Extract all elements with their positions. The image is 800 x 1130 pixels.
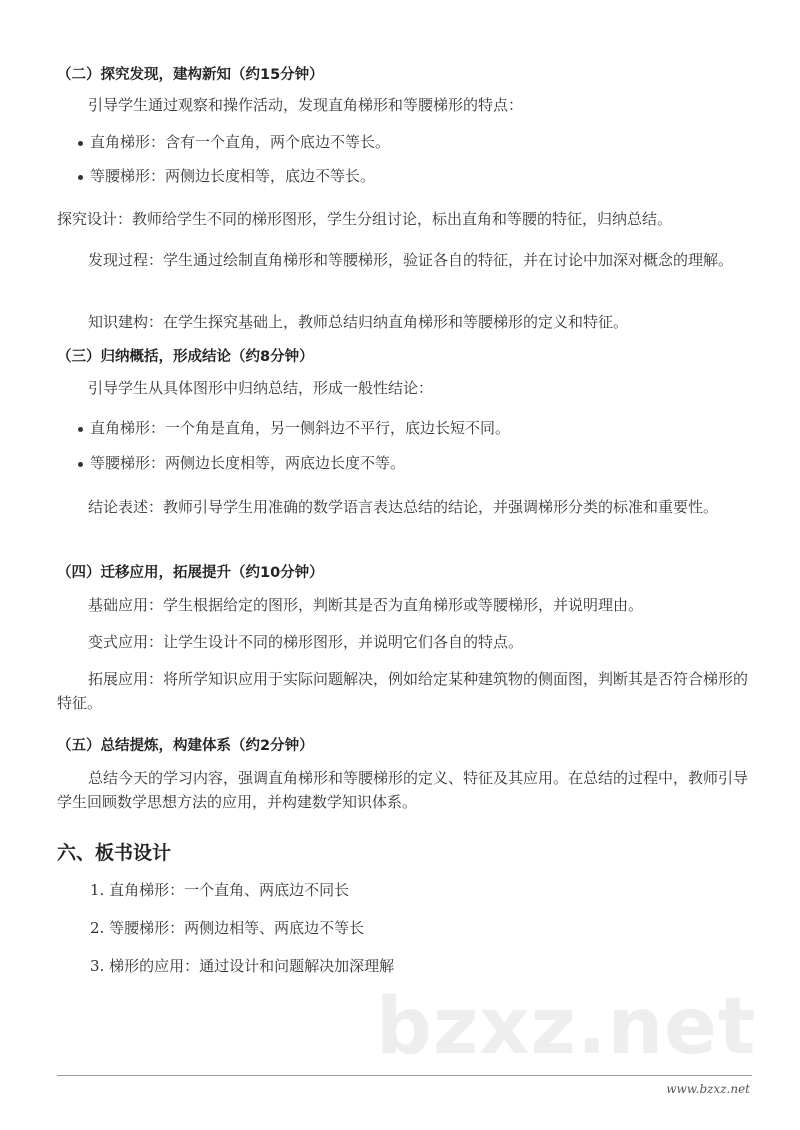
list-item: 3. 梯形的应用：通过设计和问题解决加深理解: [90, 957, 395, 975]
paragraph: 总结今天的学习内容，强调直角梯形和等腰梯形的定义、特征及其应用。在总结的过程中，教师引导学生回顾数学思想方法的应用，并构建数学知识体系。: [57, 769, 749, 811]
section-heading-3: （三）归纳概括，形成结论（约8分钟）: [57, 349, 314, 365]
section-heading-2: （二）探究发现，建构新知（约15分钟）: [57, 67, 324, 83]
paragraph: 发现过程：学生通过绘制直角梯形和等腰梯形，验证各自的特征，并在讨论中加深对概念的理解。: [88, 251, 734, 269]
watermark: bzxz.net: [376, 982, 757, 1072]
paragraph: 引导学生从具体图形中归纳总结，形成一般性结论：: [88, 379, 434, 397]
section-heading-6: 六、板书设计: [57, 842, 172, 864]
paragraph: 引导学生通过观察和操作活动，发现直角梯形和等腰梯形的特点：: [88, 96, 524, 114]
paragraph: 基础应用：学生根据给定的图形，判断其是否为直角梯形或等腰梯形，并说明理由。: [88, 596, 644, 614]
bullet-item: [90, 131, 750, 155]
list-item: 1. 直角梯形：一个直角、两底边不同长: [90, 881, 350, 899]
paragraph: 结论表述：教师引导学生用准确的数学语言表达总结的结论，并强调梯形分类的标准和重要性。: [88, 498, 719, 516]
section-heading-5: （五）总结提炼，构建体系（约2分钟）: [57, 738, 314, 754]
bullet-item: [90, 417, 750, 441]
paragraph: 拓展应用：将所学知识应用于实际问题解决，例如给定某种建筑物的侧面图，判断其是否符合梯形的特征。: [57, 670, 749, 712]
section-heading-4: （四）迁移应用，拓展提升（约10分钟）: [57, 565, 324, 581]
bullet-text: 等腰梯形：两侧边长度相等，底边不等长。: [90, 167, 376, 185]
footer-url: www.bzxz.net: [666, 1082, 750, 1096]
bullet-icon: [78, 462, 83, 467]
paragraph: 变式应用：让学生设计不同的梯形图形，并说明它们各自的特点。: [88, 633, 524, 651]
bullet-text: 直角梯形：一个角是直角，另一侧斜边不平行，底边长短不同。: [90, 419, 511, 437]
bullet-icon: [78, 175, 83, 180]
list-item: 2. 等腰梯形：两侧边相等、两底边不等长: [90, 919, 365, 937]
paragraph: 探究设计：教师给学生不同的梯形图形，学生分组讨论，标出直角和等腰的特征，归纳总结。: [57, 210, 673, 228]
bullet-icon: [78, 427, 83, 432]
bullet-text: 等腰梯形：两侧边长度相等，两底边长度不等。: [90, 454, 406, 472]
paragraph: 知识建构：在学生探究基础上，教师总结归纳直角梯形和等腰梯形的定义和特征。: [88, 313, 629, 331]
bullet-text: 直角梯形：含有一个直角，两个底边不等长。: [90, 133, 391, 151]
bullet-item: [90, 452, 750, 476]
bullet-item: [90, 165, 750, 189]
bullet-icon: [78, 141, 83, 146]
footer-divider: [57, 1075, 752, 1076]
